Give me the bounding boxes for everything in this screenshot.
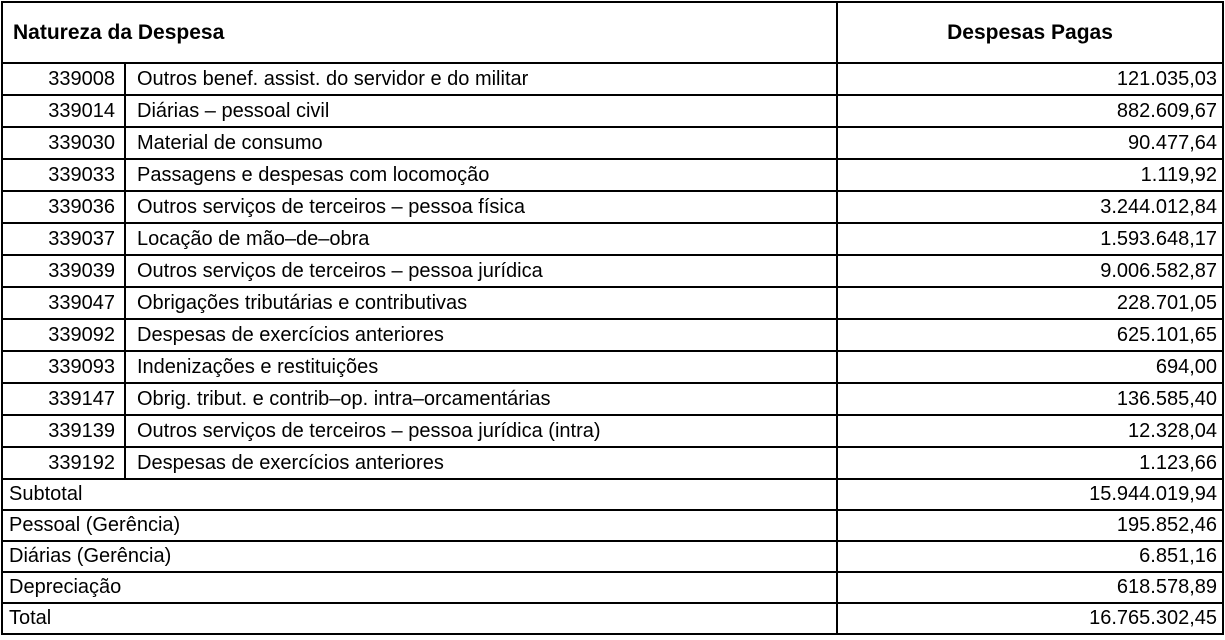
expense-description-cell: Obrigações tributárias e contributivas — [125, 287, 837, 319]
table-row — [2, 159, 1223, 191]
summary-label-cell: Subtotal — [2, 479, 837, 510]
summary-row — [2, 603, 1223, 634]
summary-row — [2, 479, 1223, 510]
expense-code-cell: 339037 — [2, 223, 125, 255]
summary-value-cell: 15.944.019,94 — [837, 479, 1223, 510]
expense-code-cell: 339030 — [2, 127, 125, 159]
expense-description-cell: Indenizações e restituições — [125, 351, 837, 383]
table-row — [2, 287, 1223, 319]
expense-description-cell: Outros serviços de terceiros – pessoa física — [125, 191, 837, 223]
expense-value-cell: 694,00 — [837, 351, 1223, 383]
expense-value-cell: 121.035,03 — [837, 63, 1223, 95]
expense-code-cell: 339147 — [2, 383, 125, 415]
expense-code-cell: 339093 — [2, 351, 125, 383]
expense-table — [1, 1, 1224, 635]
expense-description-cell: Passagens e despesas com locomoção — [125, 159, 837, 191]
summary-row — [2, 510, 1223, 541]
table-row — [2, 319, 1223, 351]
expense-value-cell: 882.609,67 — [837, 95, 1223, 127]
expense-description-cell: Outros serviços de terceiros – pessoa jurídica (intra) — [125, 415, 837, 447]
expense-code-cell: 339047 — [2, 287, 125, 319]
expense-code-cell: 339039 — [2, 255, 125, 287]
expense-code-cell: 339014 — [2, 95, 125, 127]
table-header-row — [2, 2, 1223, 63]
expense-value-cell: 90.477,64 — [837, 127, 1223, 159]
expense-value-cell: 9.006.582,87 — [837, 255, 1223, 287]
table-row — [2, 383, 1223, 415]
expense-value-cell: 1.119,92 — [837, 159, 1223, 191]
expense-code-cell: 339036 — [2, 191, 125, 223]
expense-description-cell: Outros benef. assist. do servidor e do militar — [125, 63, 837, 95]
table-row — [2, 223, 1223, 255]
column-header-despesas-pagas: Despesas Pagas — [837, 2, 1223, 63]
expense-description-cell: Diárias – pessoal civil — [125, 95, 837, 127]
expense-value-cell: 136.585,40 — [837, 383, 1223, 415]
table-row — [2, 415, 1223, 447]
expense-value-cell: 1.123,66 — [837, 447, 1223, 479]
table-row — [2, 95, 1223, 127]
expense-value-cell: 12.328,04 — [837, 415, 1223, 447]
table-row — [2, 63, 1223, 95]
summary-value-cell: 195.852,46 — [837, 510, 1223, 541]
summary-label-cell: Pessoal (Gerência) — [2, 510, 837, 541]
summary-label-cell: Diárias (Gerência) — [2, 541, 837, 572]
table-row — [2, 255, 1223, 287]
column-header-natureza-da-despesa: Natureza da Despesa — [2, 2, 837, 63]
expense-value-cell: 625.101,65 — [837, 319, 1223, 351]
expense-description-cell: Obrig. tribut. e contrib–op. intra–orcamentárias — [125, 383, 837, 415]
summary-value-cell: 6.851,16 — [837, 541, 1223, 572]
expense-description-cell: Despesas de exercícios anteriores — [125, 447, 837, 479]
summary-value-cell: 16.765.302,45 — [837, 603, 1223, 634]
table-row — [2, 191, 1223, 223]
table-row — [2, 127, 1223, 159]
table-row — [2, 351, 1223, 383]
summary-value-cell: 618.578,89 — [837, 572, 1223, 603]
expense-code-cell: 339139 — [2, 415, 125, 447]
table-body — [2, 63, 1223, 634]
expense-code-cell: 339192 — [2, 447, 125, 479]
expense-description-cell: Outros serviços de terceiros – pessoa jurídica — [125, 255, 837, 287]
expense-code-cell: 339033 — [2, 159, 125, 191]
summary-label-cell: Depreciação — [2, 572, 837, 603]
summary-label-cell: Total — [2, 603, 837, 634]
expense-description-cell: Despesas de exercícios anteriores — [125, 319, 837, 351]
table-row — [2, 447, 1223, 479]
summary-row — [2, 541, 1223, 572]
expense-code-cell: 339008 — [2, 63, 125, 95]
expense-description-cell: Locação de mão–de–obra — [125, 223, 837, 255]
summary-row — [2, 572, 1223, 603]
expense-description-cell: Material de consumo — [125, 127, 837, 159]
expense-value-cell: 228.701,05 — [837, 287, 1223, 319]
expense-value-cell: 1.593.648,17 — [837, 223, 1223, 255]
expense-value-cell: 3.244.012,84 — [837, 191, 1223, 223]
expense-code-cell: 339092 — [2, 319, 125, 351]
